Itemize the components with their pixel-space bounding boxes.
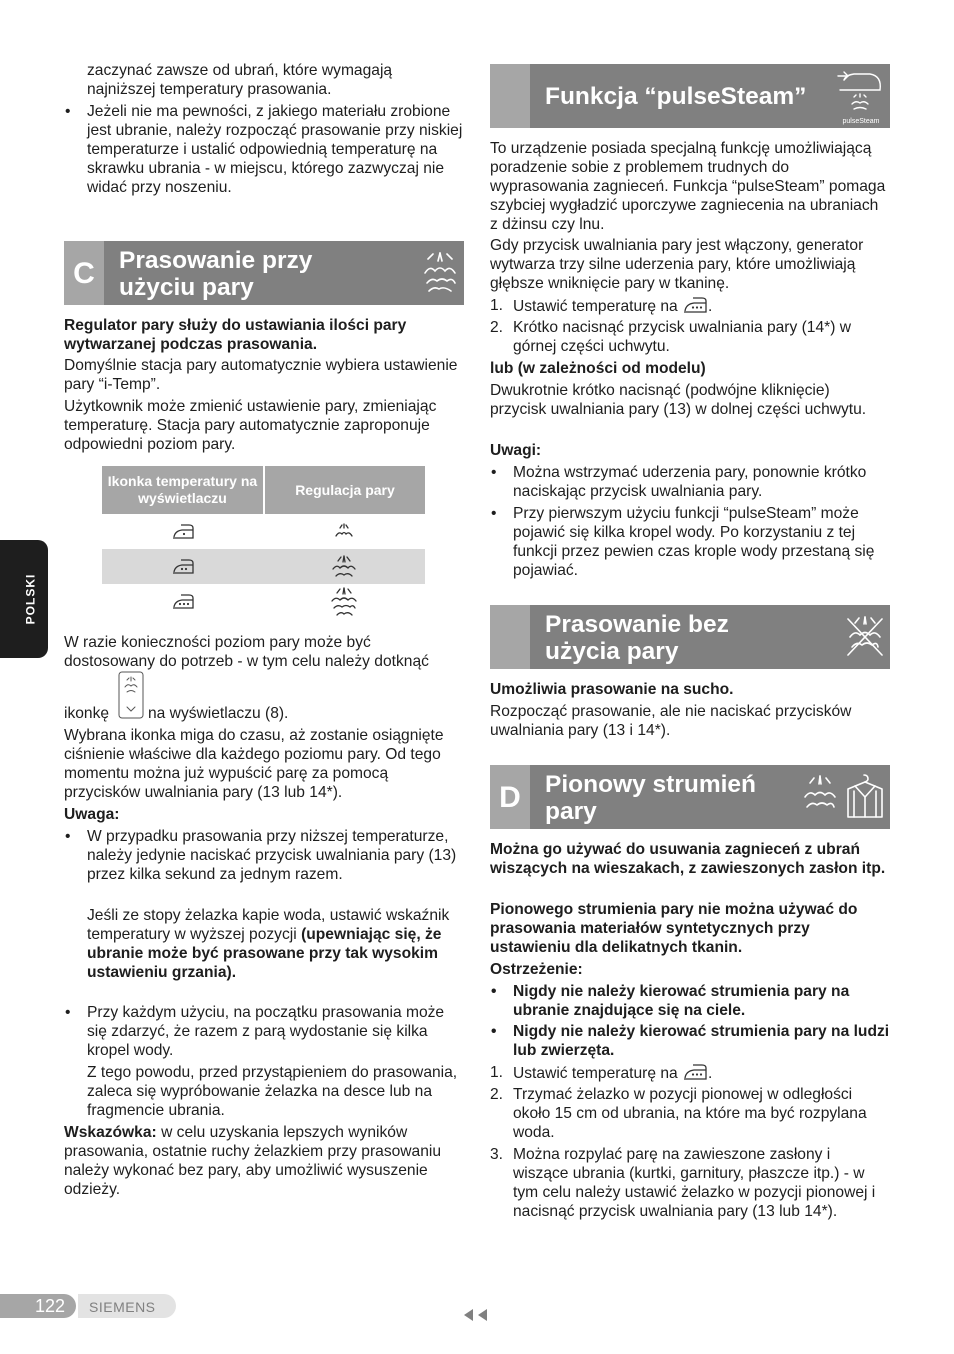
pulse-note-2: • Przy pierwszym użyciu funkcji “pulseSteam” może pojawić się kilka kropel wody. Po korzystaniu z tej funkcji przez pewien czas krople wody przestaną się pojawiać. xyxy=(490,504,890,580)
table-row xyxy=(102,549,425,584)
no-steam-header xyxy=(490,605,890,669)
c-bold-intro: Regulator pary służy do ustawiania ilości pary wytwarzanej podczas prasowania. xyxy=(64,317,407,353)
section-c-header xyxy=(64,241,464,305)
section-letter-blank xyxy=(490,64,530,128)
language-side-tab: POLSKI xyxy=(0,540,48,658)
d-step-1: 1. Ustawić temperaturę na . xyxy=(490,1064,713,1082)
section-letter-blank xyxy=(490,605,530,669)
d-step-2: 2. Trzymać żelazko w pozycji pionowej w odległości około 15 cm od ubrania, na które ma być rozpylana woda. xyxy=(490,1086,867,1141)
pulse-step-2: 2. Krótko nacisnąć przycisk uwalniania pary (14*) w górnej części uchwytu. xyxy=(490,319,852,355)
pulse-paragraph-3: Dwukrotnie krótko nacisnąć (podwójne kliknięcie) przycisk uwalniania pary (13) w dolnej części uchwytu. xyxy=(490,382,867,418)
steam-icon xyxy=(420,251,460,295)
pulse-paragraph-1: To urządzenie posiada specjalną funkcję umożliwiającą poradzenie sobie z problemem trudnych do wyprasowania zagnieceń. Funkcja “pulseSteam” pomaga szybciej wygładzić uporczywe zagniecenia na ubraniach z dżinsu czy lnu. xyxy=(490,140,886,233)
steam-medium-icon xyxy=(330,555,358,579)
section-title: Funkcja “pulseSteam” xyxy=(545,83,807,110)
page-number: 122 xyxy=(34,1296,65,1316)
table-row xyxy=(102,514,425,549)
pulse-or-label: lub (w zależności od modelu) xyxy=(490,360,706,377)
iron-three-dots-icon xyxy=(682,296,708,314)
table-header xyxy=(102,466,425,514)
table-header-steam: Regulacja pary xyxy=(265,466,425,514)
intro-continuation: zaczynać zawsze od ubrań, które wymagają najniższej temperatury prasowania. xyxy=(87,62,393,98)
intro-bullet: • Jeżeli nie ma pewności, z jakiego materiału zrobione jest ubranie, należy rozpocząć prasowanie przy niskiej temperaturze i ustalić odpowiednią temperaturę na skrawku ubrania - w miejscu, którego zazwyczaj nie widać przy noszeniu. xyxy=(64,102,464,197)
c-paragraph-1: Domyślnie stacja pary automatycznie wybiera ustawienie pary “i-Temp”. xyxy=(64,357,458,393)
section-title: Pionowy strumień pary xyxy=(545,771,757,825)
svg-text:pulseSteam: pulseSteam xyxy=(842,118,880,125)
c-paragraph-3b: ikonkę na wyświetlaczu (8). xyxy=(64,671,464,721)
uwaga-bullet-1-para-2: Jeśli ze stopy żelazka kapie woda, ustawić wskaźnik temperatury w wyższej pozycji (upewniając się, że ubranie może być prasowane przy tak wysokim ustawieniu grzania). xyxy=(87,907,450,981)
section-d-header xyxy=(490,765,890,829)
page-number-badge xyxy=(0,1294,76,1318)
d-warning-2: • Nigdy nie należy kierować strumienia pary na ludzi lub zwierzęta. xyxy=(490,1022,890,1060)
pulse-paragraph-2: Gdy przycisk uwalniania pary jest włączony, generator wytwarza trzy silne uderzenia pary, które umożliwiają głębsze wniknięcie pary w tkaninę. xyxy=(490,237,864,292)
table-row xyxy=(102,584,425,619)
brand-badge xyxy=(78,1294,176,1318)
iron-three-dots-icon xyxy=(682,1063,708,1081)
steam-level-table xyxy=(102,466,425,619)
uwaga-bullet-2-para-2: Z tego powodu, przed przystąpieniem do prasowania, zaleca się wypróbowanie żelazka na desce lub na fragmencie ubrania. xyxy=(87,1064,458,1119)
steam-low-icon xyxy=(333,523,355,541)
c-paragraph-4: Wybrana ikonka miga do czasu, aż zostanie osiągnięte ciśnienie właściwe dla każdego poziomu pary. Od tego momentu można już wypuścić parę za pomocą przycisków uwalniania pary (13 lub 14*). xyxy=(64,727,444,801)
steam-setting-touch-icon[interactable] xyxy=(118,671,144,719)
d-warning-1: • Nigdy nie należy kierować strumienia pary na ubranie znajdujące się na ciele. xyxy=(490,982,890,1020)
brand-name: SIEMENS xyxy=(89,1299,156,1315)
tip-paragraph: Wskazówka: w celu uzyskania lepszych wyników prasowania, ostatnie ruchy żelazkiem przy prasowaniu należy wykonać bez pary, aby umożliwić wysuszenie odzieży. xyxy=(64,1124,442,1198)
pulse-uwagi-label: Uwagi: xyxy=(490,442,542,459)
pulse-steam-iron-icon xyxy=(834,66,888,126)
steam-high-icon xyxy=(329,587,359,617)
uwaga-bullet-1: • W przypadku prasowania przy niższej temperaturze, należy jedynie naciskać przycisk uwalniania pary (13) przez kilka sekund za jednym razem. xyxy=(64,827,464,884)
d-warning-label: Ostrzeżenie: xyxy=(490,961,583,978)
no-steam-icon xyxy=(844,615,886,659)
d-step-3: 3. Można rozpylać parę na zawieszone zasłony i wiszące ubrania (kurtki, garnitury, płaszcze itp.) - w tym celu należy ustawić żelazko w pozycji pionowej i nacisnąć przycisk uwalniania pary (13 lub 14*). xyxy=(490,1146,876,1220)
pulse-note-1: • Można wstrzymać uderzenia pary, ponownie krótko naciskając przycisk uwalniania pary. xyxy=(490,463,890,501)
iron-two-dots-icon xyxy=(170,558,196,576)
double-left-arrow-icon[interactable] xyxy=(462,1308,490,1322)
uwaga-bullet-2: • Przy każdym użyciu, na początku prasowania może się zdarzyć, że razem z parą wydostanie się kilka kropel wody. xyxy=(64,1003,464,1060)
iron-three-dots-icon xyxy=(170,593,196,611)
section-title: Prasowanie przy użyciu pary xyxy=(119,247,313,301)
nosteam-paragraph: Rozpocząć prasowanie, ale nie naciskać przycisków uwalniania pary (13 i 14*). xyxy=(490,703,852,739)
pulse-steam-header xyxy=(490,64,890,128)
pulse-step-1: 1. Ustawić temperaturę na . xyxy=(490,297,713,315)
uwaga-label: Uwaga: xyxy=(64,806,120,823)
d-bold-1: Można go używać do usuwania zagnieceń z ubrań wiszących na wieszakach, z zawieszonych zasłon itp. xyxy=(490,841,886,877)
section-letter: C xyxy=(64,241,104,305)
section-title: Prasowanie bez użycia pary xyxy=(545,611,729,665)
vertical-steam-shirt-icon xyxy=(802,773,886,821)
section-letter: D xyxy=(490,765,530,829)
iron-one-dot-icon xyxy=(170,523,196,541)
d-bold-2: Pionowego strumienia pary nie można używać do prasowania materiałów syntetycznych przy ustawieniu dla delikatnych tkanin. xyxy=(490,901,858,956)
c-paragraph-2: Użytkownik może zmienić ustawienie pary, zmieniając temperaturę. Stacja pary automatycznie zaproponuje odpowiedni poziom pary. xyxy=(64,398,437,453)
nosteam-bold: Umożliwia prasowanie na sucho. xyxy=(490,681,734,698)
c-paragraph-3: W razie konieczności poziom pary może być dostosowany do potrzeb - w tym celu należy dotknąć xyxy=(64,634,429,670)
table-header-temp: Ikonka temperatury na wyświetlaczu xyxy=(102,466,263,514)
